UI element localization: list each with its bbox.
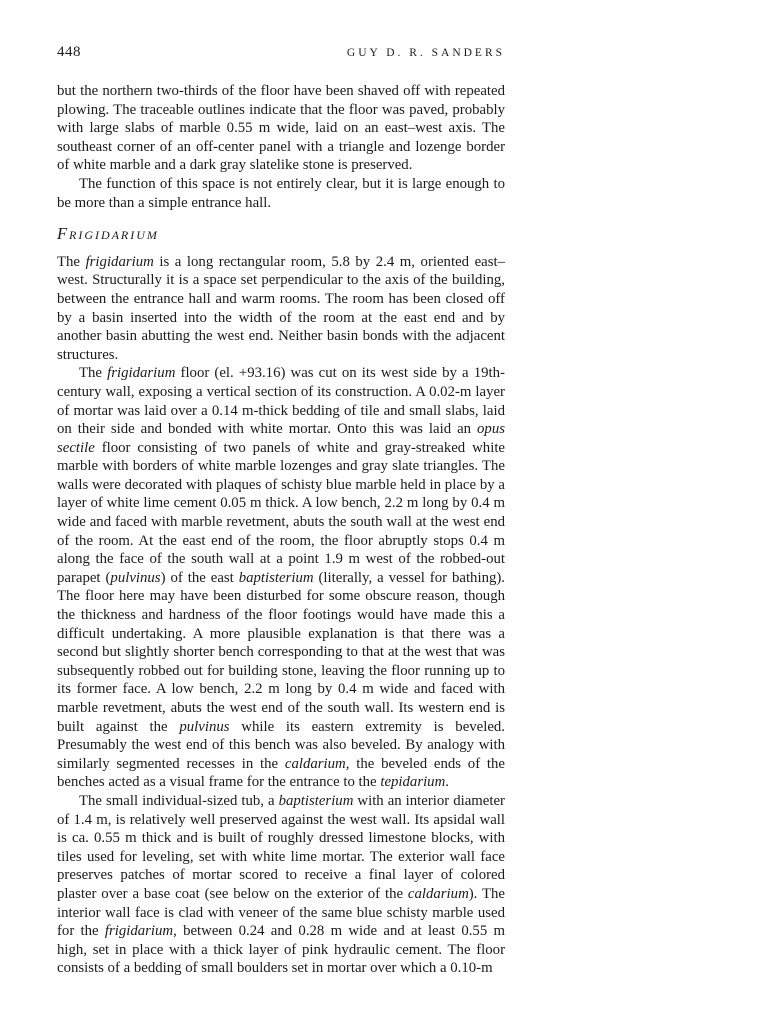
page-number: 448 (57, 44, 81, 60)
paragraph-5: The small individual-sized tub, a baptisterium with an interior diameter of 1.4 m, is relatively well preserved against the west wall. Its apsidal wall is ca. 0.55 m thick and is built of roughly dressed limestone blocks, with tiles used for leveling, set with white lime mortar. The exterior wall face preserves patches of mortar scored to receive a final layer of colored plaster over a base coat (see below on the exterior of the caldarium). The interior wall face is clad with veneer of the same blue schisty marble used for the frigidarium, between 0.24 and 0.28 m wide and at least 0.55 m high, set in place with a thick layer of pink hydraulic cement. The floor consists of a bedding of small boulders set in mortar over which a 0.10-m (57, 792, 505, 977)
paragraph-2: The function of this space is not entirely clear, but it is large enough to be more than a simple entrance hall. (57, 175, 505, 211)
paragraph-1-continuation: but the northern two-thirds of the floor have been shaved off with repeated plowing. The traceable outlines indicate that the floor was paved, probably with large slabs of marble 0.55 m wide, laid on an east–west axis. The southeast corner of an off-center panel with a triangle and lozenge border of white marble and a dark gray slatelike stone is preserved. (57, 83, 505, 174)
body-text (57, 82, 505, 978)
paragraph-4: The frigidarium floor (el. +93.16) was cut on its west side by a 19th-century wall, exposing a vertical section of its construction. A 0.02-m layer of mortar was laid over a 0.14 m-thick bedding of tile and small slabs, laid on their side and bonded with white mortar. Onto this was laid an opus sectile floor consisting of two panels of white and gray-streaked white marble with borders of white marble lozenges and gray slate triangles. The walls were decorated with plaques of schisty blue marble held in place by a layer of white lime cement 0.05 m thick. A low bench, 2.2 m long by 0.4 m wide and faced with marble revetment, abuts the south wall at the west end of the room. At the east end of the room, the floor abruptly stops 0.4 m along the face of the south wall at a point 1.9 m west of the robbed-out parapet (pulvinus) of the east baptisterium (literally, a vessel for bathing). The floor here may have been disturbed for some obscure reason, though the thickness and hardness of the floor footings would have made this a difficult undertaking. A more plausible explanation is that there was a second but slightly shorter bench corresponding to that at the west that was subsequently robbed out for building stone, leaving the floor running up to its former face. A low bench, 2.2 m long by 0.4 m wide and faced with marble revetment, abuts the west end of the south wall. Its western end is built against the pulvinus while its eastern extremity is beveled. Presumably the west end of this bench was also beveled. By analogy with similarly segmented recesses in the caldarium, the beveled ends of the benches acted as a visual frame for the entrance to the tepidarium. (57, 365, 506, 791)
paragraph-3: The frigidarium is a long rectangular room, 5.8 by 2.4 m, oriented east–west. Structurally it is a space set perpendicular to the axis of the building, between the entrance hall and warm rooms. The room has been closed off by a basin inserted into the width of the room at the east end and by another basin abutting the west end. Neither basin bonds with the adjacent structures. (57, 253, 505, 363)
section-heading-frigidarium: Frigidarium (57, 224, 159, 244)
page-header (57, 44, 505, 61)
running-head-author: GUY D. R. SANDERS (346, 47, 505, 59)
